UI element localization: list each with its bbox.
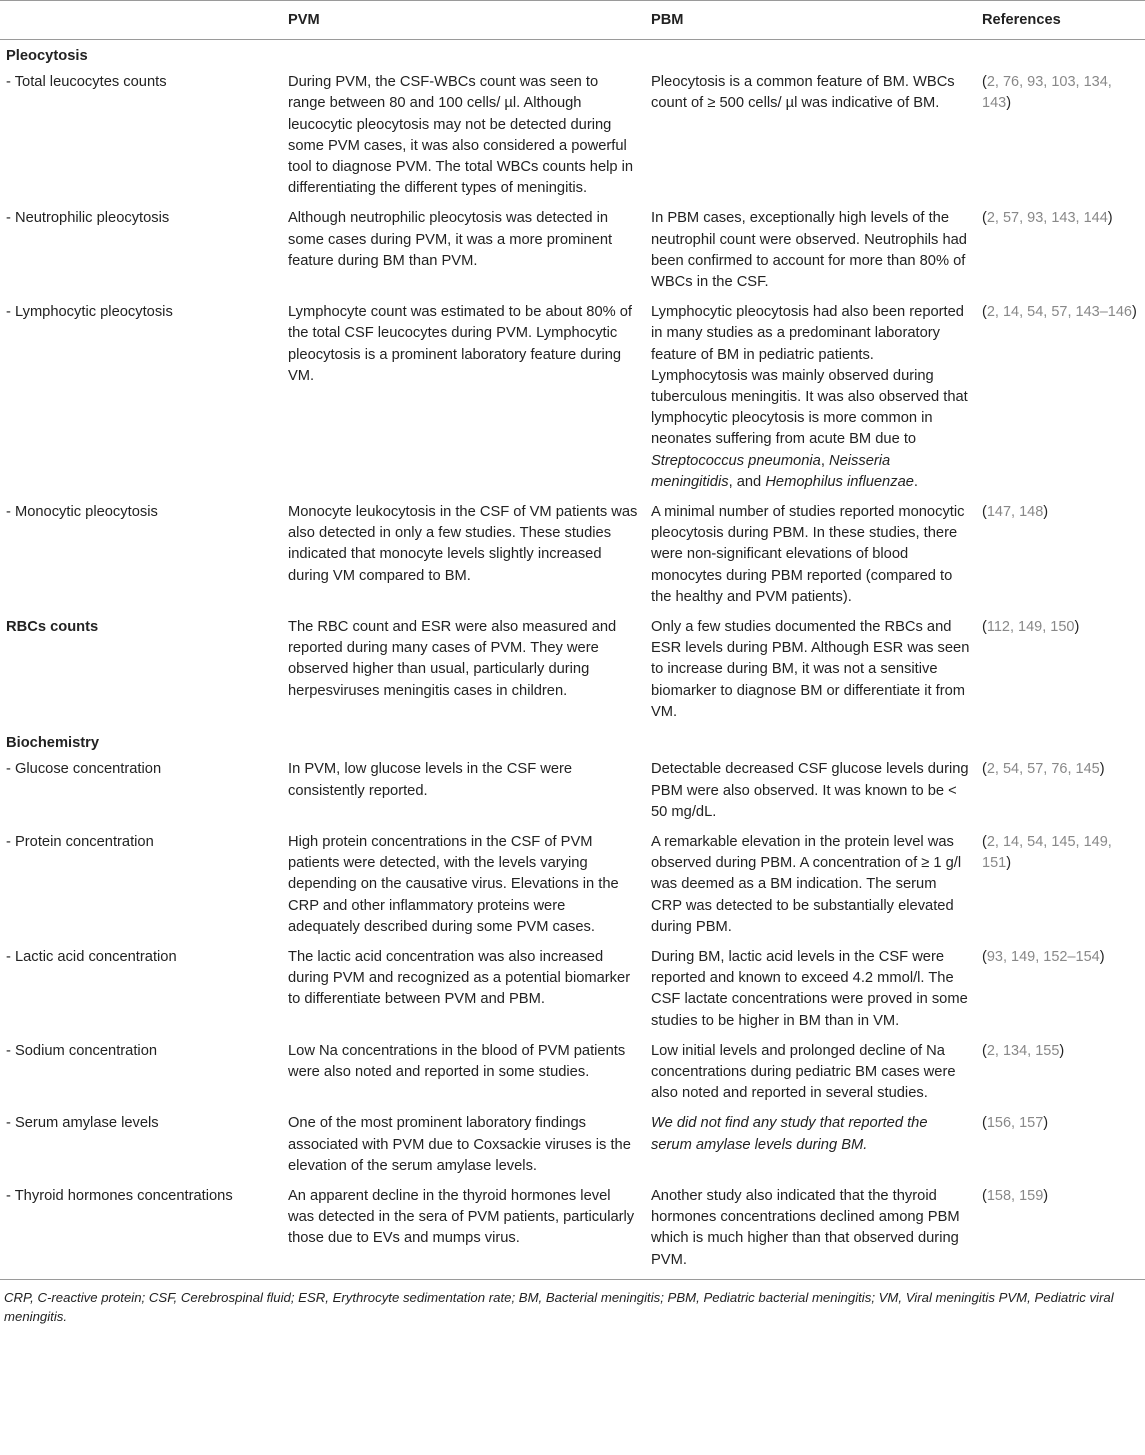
pbm-cell: Lymphocytic pleocytosis had also been reported in many studies as a predominant laboratory feature of BM in pediatric patients. Lymphocytosis was mainly observed during tuberculous meningitis. It was also observed that lymphocytic pleocytosis is more common in neonates suffering from acute BM due to Streptococcus pneumonia, Neisseria meningitidis, and Hemophilus influenzae.	[651, 304, 968, 490]
refs-cell: (112, 149, 150)	[982, 619, 1080, 636]
table-row	[0, 827, 1145, 942]
section-title: Biochemistry	[6, 735, 100, 752]
reference-links[interactable]: 2, 14, 54, 57, 143–146	[986, 304, 1132, 321]
refs-cell: (2, 76, 93, 103, 134, 143)	[982, 74, 1112, 112]
refs-cell: (2, 14, 54, 57, 143–146)	[982, 304, 1137, 321]
pvm-cell: The RBC count and ESR were also measured and reported during many cases of PVM. They were observed higher than usual, particularly during herpesviruses meningitis cases in children.	[288, 619, 617, 699]
reference-links[interactable]: 147, 148	[986, 504, 1044, 521]
refs-cell: (93, 149, 152–154)	[982, 948, 1105, 965]
pvm-cell: In PVM, low glucose levels in the CSF were consistently reported.	[288, 761, 573, 799]
pbm-cell: Low initial levels and prolonged decline of Na concentrations during pediatric BM cases were also noted and reported in several studies.	[651, 1042, 956, 1102]
pbm-cell: Only a few studies documented the RBCs and ESR levels during PBM. Although ESR was seen to increase during BM, it was not a sensitive biomarker to diagnose BM or differentiate it from VM.	[651, 619, 970, 720]
pbm-cell: A remarkable elevation in the protein level was observed during PBM. A concentration of ≥ 1 g/l was deemed as a BM indication. The serum CRP was detected to be substantially elevated during PBM.	[651, 833, 962, 935]
header-references: References	[976, 1, 1145, 40]
table-row	[0, 1181, 1145, 1279]
pvm-cell: An apparent decline in the thyroid hormones level was detected in the sera of PVM patients, particularly those due to EVs and mumps virus.	[282, 1181, 645, 1279]
table-row	[0, 942, 1145, 1036]
pbm-cell: In PBM cases, exceptionally high levels of the neutrophil count were observed. Neutrophils had been confirmed to account for more than 80% of WBCs in the CSF.	[651, 210, 967, 291]
table-row	[0, 1108, 1145, 1181]
row-label: - Thyroid hormones concentrations	[0, 1181, 282, 1279]
row-label: - Sodium concentration	[6, 1042, 158, 1059]
table-row	[0, 297, 1145, 497]
reference-links[interactable]: 112, 149, 150	[986, 619, 1075, 636]
section-row-biochemistry	[0, 727, 1145, 754]
reference-links[interactable]: 158, 159	[986, 1187, 1044, 1204]
pvm-cell: Low Na concentrations in the blood of PVM patients were also noted and reported in some studies.	[288, 1042, 626, 1080]
table-row	[0, 497, 1145, 612]
refs-cell: (158, 159)	[976, 1181, 1145, 1279]
pbm-cell: Another study also indicated that the thyroid hormones concentrations declined among PBM which is much higher than that observed during PVM.	[645, 1181, 976, 1279]
pvm-cell: High protein concentrations in the CSF of PVM patients were detected, with the levels varying depending on the causative virus. Elevations in the CRP and other inflammatory proteins were adequately described during some PVM cases.	[288, 833, 619, 935]
refs-cell: (2, 134, 155)	[982, 1042, 1065, 1059]
table-row	[0, 754, 1145, 827]
row-label: - Glucose concentration	[6, 761, 162, 778]
row-label: - Serum amylase levels	[6, 1115, 159, 1132]
reference-links[interactable]: 2, 14, 54, 145, 149, 151	[982, 833, 1112, 872]
refs-cell: (156, 157)	[982, 1115, 1049, 1132]
row-label: RBCs counts	[6, 619, 99, 636]
reference-links[interactable]: 2, 54, 57, 76, 145	[986, 761, 1100, 778]
header-pbm: PBM	[645, 1, 976, 40]
pvm-cell: The lactic acid concentration was also increased during PVM and recognized as a potential biomarker to differentiate between PVM and PBM.	[288, 948, 631, 1008]
pvm-cell: Although neutrophilic pleocytosis was detected in some cases during PVM, it was a more prominent feature during BM than PVM.	[288, 210, 613, 269]
refs-cell: (2, 57, 93, 143, 144)	[982, 210, 1113, 227]
header-row	[0, 1, 1145, 40]
row-label: - Monocytic pleocytosis	[6, 504, 158, 521]
refs-cell: (147, 148)	[982, 504, 1049, 521]
pvm-cell: Monocyte leukocytosis in the CSF of VM patients was also detected in only a few studies. These studies indicated that monocyte levels slightly increased during VM compared to BM.	[288, 504, 638, 584]
reference-links[interactable]: 2, 76, 93, 103, 134, 143	[982, 74, 1112, 112]
row-label: - Protein concentration	[6, 833, 154, 850]
pbm-cell: During BM, lactic acid levels in the CSF were reported and known to exceed 4.2 mmol/l. The CSF lactate concentrations were proved in some studies to be higher in BM than in VM.	[651, 948, 968, 1029]
header-pvm: PVM	[282, 1, 645, 40]
table-footnote: CRP, C-reactive protein; CSF, Cerebrospinal fluid; ESR, Erythrocyte sedimentation rate; BM, Bacterial meningitis; PBM, Pediatric bacterial meningitis; VM, Viral meningitis PVM, Pediatric viral meningitis.	[4, 1289, 1114, 1324]
row-label: - Lymphocytic pleocytosis	[6, 304, 173, 321]
table-row	[0, 1036, 1145, 1109]
section-row-pleocytosis	[0, 40, 1145, 68]
reference-links[interactable]: 93, 149, 152–154	[986, 948, 1100, 965]
pvm-cell: During PVM, the CSF-WBCs count was seen to range between 80 and 100 cells/ µl. Although leucocytic pleocytosis may not be detected during some PVM cases, it was also considered a powerful tool to diagnose PVM. The total WBCs counts help in differentiating the different types of meningitis.	[288, 74, 634, 197]
header-blank	[0, 1, 282, 40]
reference-links[interactable]: 2, 134, 155	[986, 1042, 1060, 1059]
reference-links[interactable]: 156, 157	[986, 1115, 1044, 1132]
row-label: - Neutrophilic pleocytosis	[6, 210, 170, 227]
refs-cell: (2, 14, 54, 145, 149, 151)	[982, 833, 1112, 872]
pbm-cell: We did not find any study that reported the serum amylase levels during BM.	[651, 1115, 928, 1153]
pvm-cell: Lymphocyte count was estimated to be about 80% of the total CSF leucocytes during PVM. Lymphocytic pleocytosis is a prominent laboratory feature during VM.	[288, 304, 633, 384]
table-row	[0, 67, 1145, 203]
pbm-cell: Detectable decreased CSF glucose levels during PBM were also observed. It was known to be < 50 mg/dL.	[651, 761, 969, 820]
table-row	[0, 203, 1145, 297]
reference-links[interactable]: 2, 57, 93, 143, 144	[986, 210, 1108, 227]
table-row	[0, 612, 1145, 727]
row-label: - Total leucocytes counts	[6, 74, 167, 91]
row-label: - Lactic acid concentration	[6, 948, 177, 965]
pbm-cell: Pleocytosis is a common feature of BM. WBCs count of ≥ 500 cells/ µl was indicative of BM.	[651, 74, 955, 112]
refs-cell: (2, 54, 57, 76, 145)	[982, 761, 1105, 778]
pvm-cell: One of the most prominent laboratory findings associated with PVM due to Coxsackie viruses is the elevation of the serum amylase levels.	[288, 1115, 631, 1174]
pbm-cell: A minimal number of studies reported monocytic pleocytosis during PBM. In these studies, there were non-significant elevations of blood monocytes during PBM reported (compared to the healthy and PVM patients).	[651, 504, 965, 605]
section-title: Pleocytosis	[6, 48, 88, 64]
